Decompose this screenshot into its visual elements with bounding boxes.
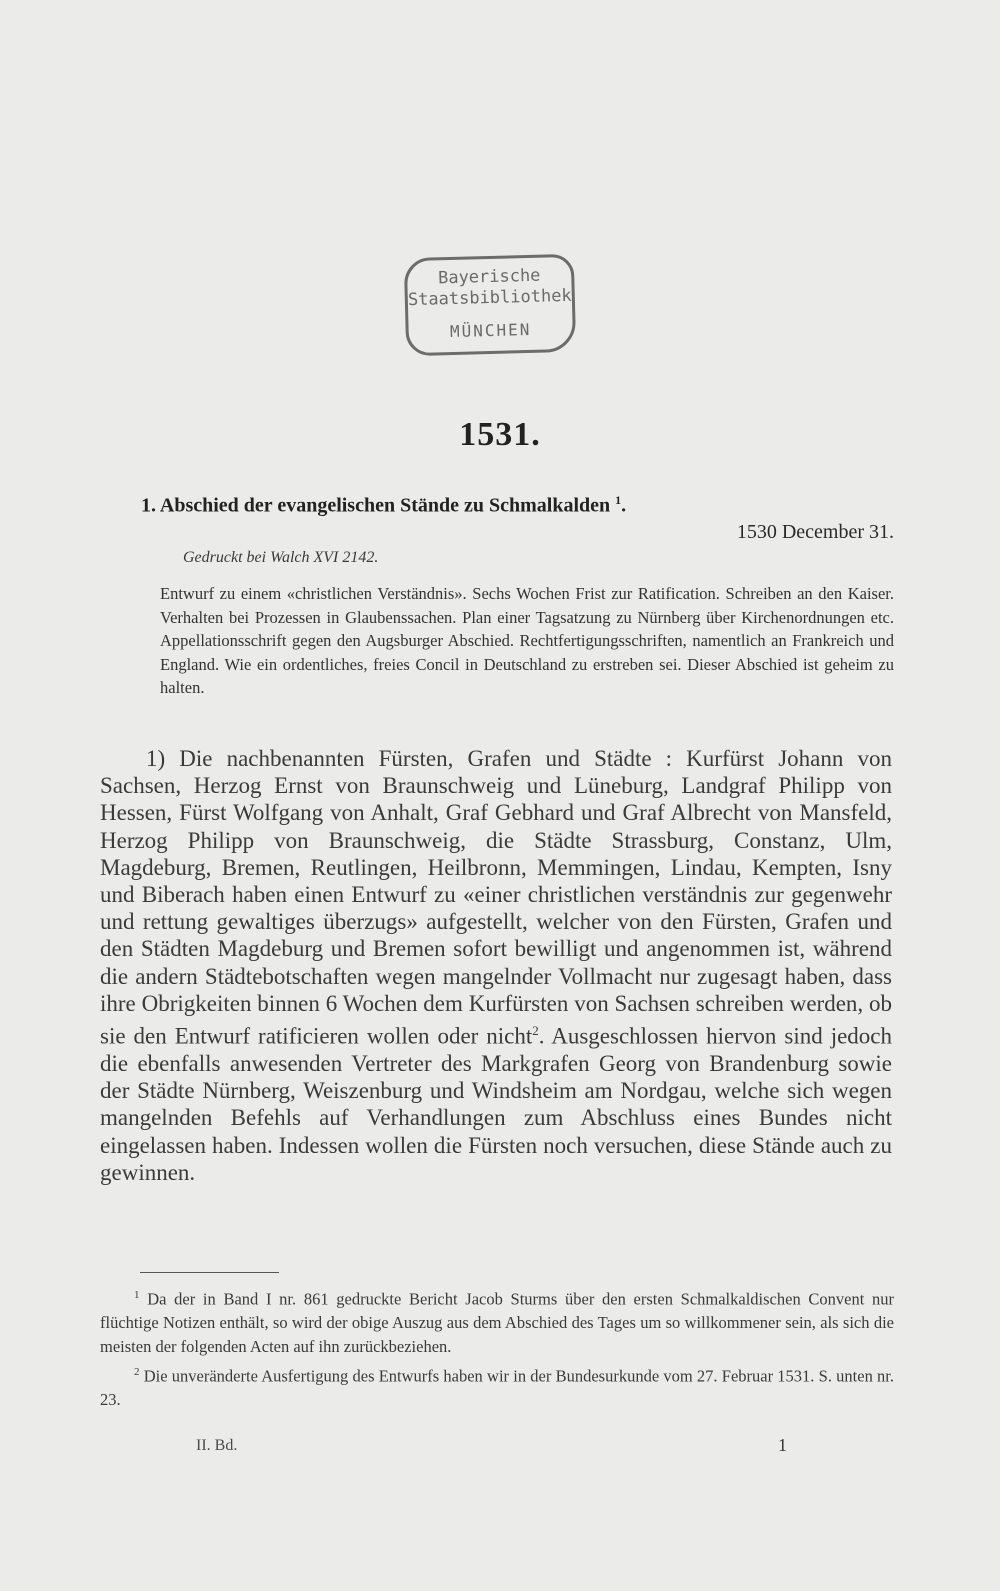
footnote-ref-1[interactable]: 1	[615, 493, 622, 507]
footnote-1	[100, 1284, 894, 1358]
print-source: Gedruckt bei Walch XVI 2142.	[183, 549, 379, 566]
volume-label: II. Bd.	[196, 1437, 238, 1454]
library-stamp	[404, 254, 577, 356]
footnote-ref-2[interactable]: 2	[532, 1023, 539, 1039]
title-end: .	[621, 494, 627, 517]
stamp-line-3: MÜNCHEN	[449, 319, 532, 342]
footnote-2	[100, 1361, 894, 1412]
page-number: 1	[778, 1435, 787, 1455]
footnote-text-2: Die unveränderte Ausfertigung des Entwurfs haben wir in der Bundesurkunde vom 27. Februar 1531. S. unten nr. 23.	[100, 1366, 895, 1410]
document-title	[141, 493, 626, 518]
footnote-mark-1: 1	[134, 1289, 140, 1301]
footnote-mark-2: 2	[134, 1366, 140, 1379]
body-paragraph	[100, 745, 892, 1186]
footnote-divider	[140, 1272, 279, 1273]
body-text-part-1: 1) Die nachbenannten Fürsten, Grafen und Städte : Kurfürst Johann von Sachsen, Herzog Ernst von Braunschweig und Lüneburg, Landgraf Philipp von Hessen, Fürst Wolfgang von Anhalt, Graf Gebhard und Graf Albrecht von Mansfeld, Herzog Philipp von Braunschweig, die Städte Strassburg, Constanz, Ulm, Magdeburg, Bremen, Reutlingen, Heilbronn, Memmingen, Lindau, Kempten, Isny und Biberach haben einen Entwurf zu «einer christlichen verständnis zur gegenwehr und rettung gewaltiges überzugs» aufgestellt, welcher von den Fürsten, Grafen und den Städten Magdeburg und Bremen sofort bewilligt und angenommen ist, während die andern Städtebotschaften wegen mangelnder Vollmacht nur zugesagt haben, dass ihre Obrigkeiten binnen 6 Wochen dem Kurfürsten von Sachsen schreiben werden, ob sie den Entwurf ratificieren wollen oder nicht	[100, 746, 892, 1049]
stamp-line-1: Bayerische	[437, 265, 541, 289]
document-date: 1530 December 31.	[736, 521, 894, 543]
stamp-line-2: Staatsbibliothek	[407, 285, 572, 311]
title-text: 1. Abschied der evangelischen Stände zu Schmalkalden	[141, 494, 611, 517]
footnote-text-1: Da der in Band I nr. 861 gedruckte Bericht Jacob Sturms über den ersten Schmalkaldischen Convent nur flüchtige Notizen enthält, so wird der obige Auszug aus dem Abschied des Tages um so willkommener sein, als sich die meisten der folgenden Acten auf ihn zurückbeziehen.	[100, 1289, 894, 1356]
body-text-part-2: . Ausgeschlossen hiervon sind jedoch die ebenfalls anwesenden Vertreter des Markgrafen Georg von Brandenburg sowie der Städte Nürnberg, Weiszenburg und Windsheim am Nordgau, welche sich wegen mangelnden Befehls auf Verhandlungen zum Abschluss eines Bundes nicht eingelassen haben. Indessen wollen die Fürsten noch versuchen, diese Stände auch zu gewinnen.	[100, 1023, 892, 1185]
footnotes	[100, 1284, 894, 1412]
year-heading: 1531.	[459, 416, 541, 453]
summary-paragraph: Entwurf zu einem «christlichen Verständnis». Sechs Wochen Frist zur Ratification. Schreiben an den Kaiser. Verhalten bei Prozessen in Glaubenssachen. Plan einer Tagsatzung zu Nürnberg über Kirchenordnungen etc. Appellationsschrift gegen den Augsburger Abschied. Rechtfertigungsschriften, namentlich an Frankreich und England. Wie ein ordentliches, freies Concil in Deutschland zu erstreben sei. Dieser Abschied ist geheim zu halten.	[160, 584, 894, 698]
